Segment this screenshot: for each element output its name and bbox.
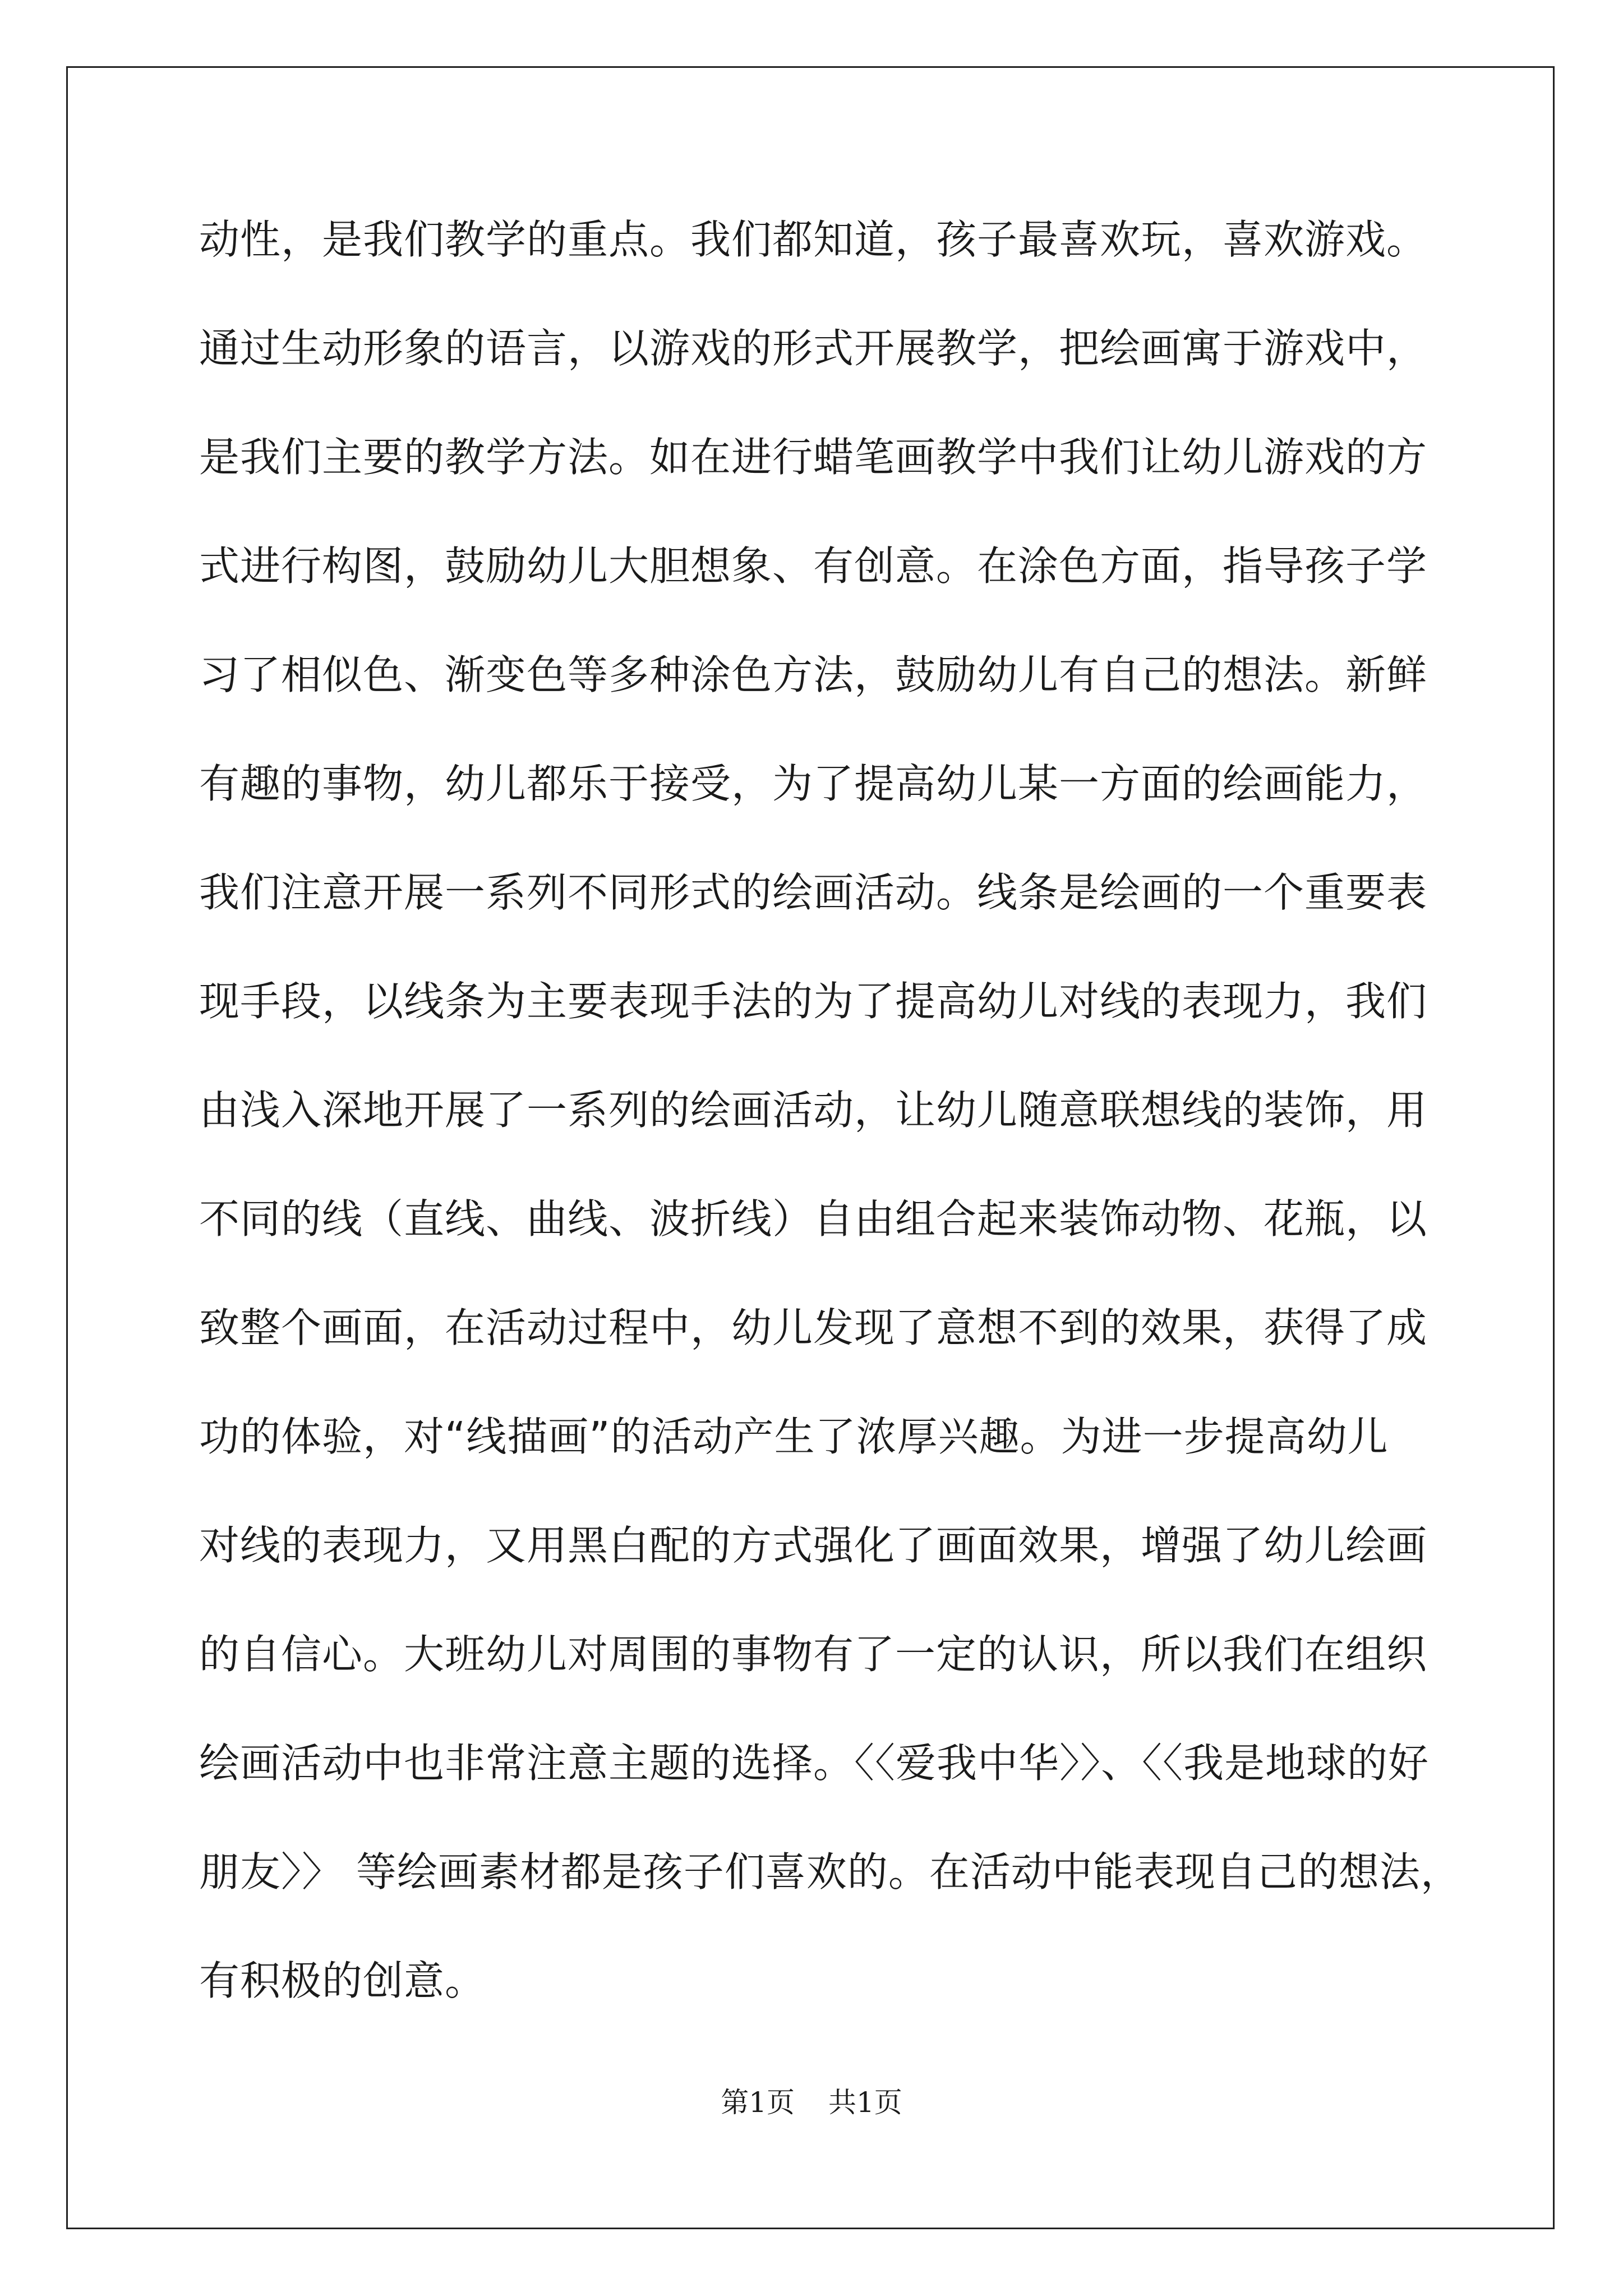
page-total: 共1页: [828, 2086, 902, 2119]
text-line: 由浅入深地开展了一系列的绘画活动，让幼儿随意联想线的装饰，用: [199, 1087, 1428, 1134]
page-footer: [0, 2086, 1623, 2119]
text-line: 对线的表现力，又用黑白配的方式强化了画面效果，增强了幼儿绘画: [199, 1522, 1428, 1569]
text-line: 动性，是我们教学的重点。我们都知道，孩子最喜欢玩，喜欢游戏。: [199, 216, 1428, 263]
text-line: 现手段，以线条为主要表现手法的为了提高幼儿对线的表现力，我们: [199, 978, 1428, 1025]
text-line: 绘画活动中也非常注意主题的选择。〈〈爱我中华〉〉、〈〈我是地球的好: [199, 1740, 1430, 1787]
text-line: 式进行构图，鼓励幼儿大胆想象、有创意。在涂色方面，指导孩子学: [199, 542, 1428, 590]
document-body: [199, 185, 1461, 2035]
text-line: 的自信心。大班幼儿对周围的事物有了一定的认识，所以我们在组织: [199, 1631, 1428, 1678]
text-line: 功的体验，对“线描画”的活动产生了浓厚兴趣。为进一步提高幼儿: [199, 1413, 1389, 1460]
text-line: 我们注意开展一系列不同形式的绘画活动。线条是绘画的一个重要表: [199, 869, 1428, 916]
text-line: 有趣的事物，幼儿都乐于接受，为了提高幼儿某一方面的绘画能力，: [199, 760, 1428, 807]
page-number: 第1页: [721, 2086, 795, 2119]
text-line: 通过生动形象的语言，以游戏的形式开展教学，把绘画寓于游戏中，: [199, 325, 1428, 372]
text-line: 不同的线（直线、曲线、波折线）自由组合起来装饰动物、花瓶，以: [199, 1195, 1428, 1243]
text-line: 是我们主要的教学方法。如在进行蜡笔画教学中我们让幼儿游戏的方: [199, 434, 1428, 481]
text-line: 习了相似色、渐变色等多种涂色方法，鼓励幼儿有自己的想法。新鲜: [199, 651, 1428, 698]
text-line: 朋友〉〉 等绘画素材都是孩子们喜欢的。在活动中能表现自己的想法，: [199, 1848, 1461, 1895]
text-line: 有积极的创意。: [199, 1957, 486, 2004]
text-line: 致整个画面，在活动过程中，幼儿发现了意想不到的效果，获得了成: [199, 1304, 1428, 1351]
